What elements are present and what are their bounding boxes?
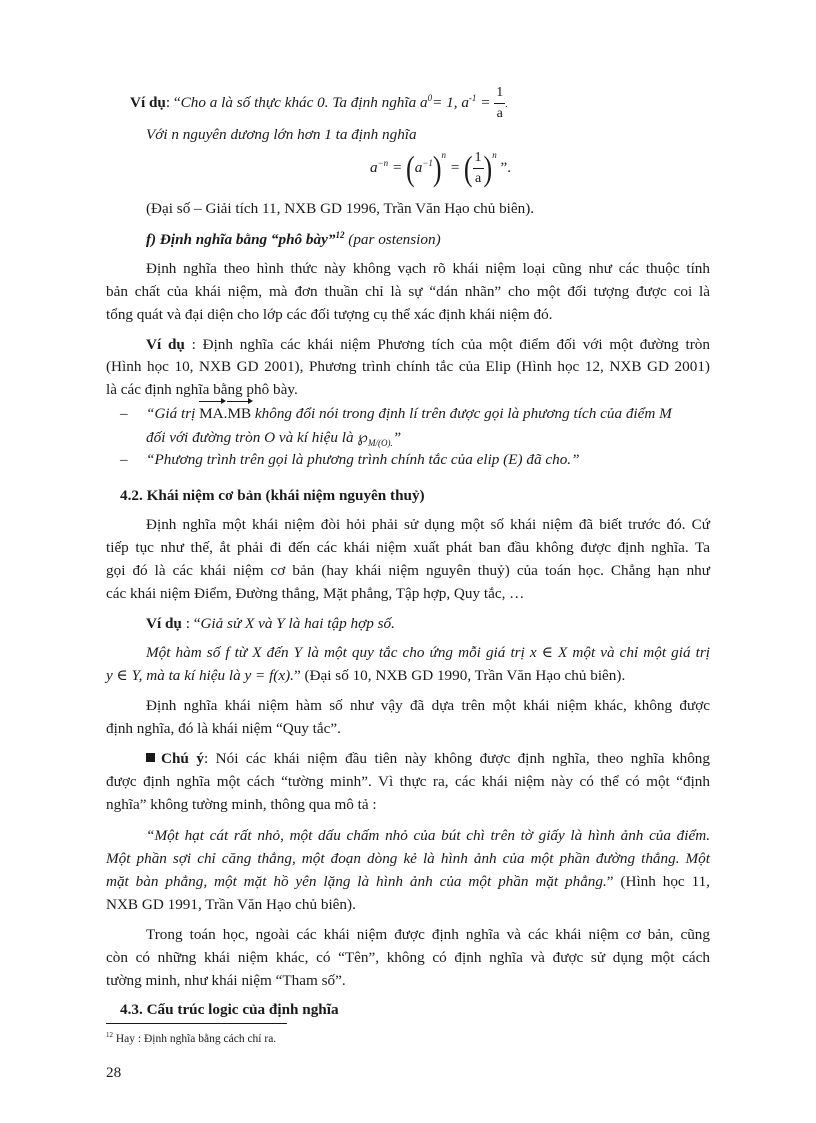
heading-4-2: 4.2. Khái niệm cơ bản (khái niệm nguyên thuỷ): [120, 487, 425, 504]
bullet-1-line: “Giá trị MA.MB không đổi nói trong định lí trên được gọi là phương tích của điểm M: [146, 405, 672, 422]
paragraph-line: Định nghĩa theo hình thức này không vạch rõ khái niệm loại cũng như các thuộc tính: [146, 260, 710, 277]
quote-line: NXB GD 1991, Trần Văn Hạo chủ biên).: [106, 896, 356, 913]
example-3-line: Ví dụ : “Giả sử X và Y là hai tập hợp số.: [146, 615, 395, 632]
source-citation: (Đại số – Giải tích 11, NXB GD 1996, Trần Văn Hạo chủ biên).: [146, 200, 535, 217]
function-definition-line-2: y ∈ Y, mà ta kí hiệu là y = f(x).” (Đại số 10, NXB GD 1990, Trần Văn Hạo chủ biên).: [106, 667, 626, 684]
paragraph-line: các khái niệm Điểm, Đường thẳng, Mặt phẳng, Tập hợp, Quy tắc, …: [106, 585, 525, 602]
section-f-heading: f) Định nghĩa bằng “phô bày”$^{12}$ (par ostension): [146, 230, 441, 249]
paragraph-line: tường minh, như khái niệm “Tham số”.: [106, 972, 346, 989]
paragraph-line: Định nghĩa một khái niệm đòi hỏi phải sử dụng một số khái niệm đã biết trước đó. Cứ: [146, 516, 710, 533]
vector-ma: MA: [199, 405, 224, 422]
quote-line: Một phần sợi chỉ căng thẳng, một đoạn dòng kẻ là hình ảnh của một phần đường thẳng. Một: [106, 850, 710, 867]
page-number: 28: [106, 1064, 122, 1081]
formula: $a^{-n} = (a^{-1})^n$ = ( $\frac{1}{a}$ )$^n$ ”.: [370, 148, 512, 188]
paragraph-line: được định nghĩa một cách “tường minh”. Vì thực ra, các khái niệm này có thể có một “định: [106, 773, 710, 790]
paragraph-line: bản chất của khái niệm, mà đơn thuần chỉ là sự “dán nhãn” cho một đối tượng được coi là: [106, 283, 710, 300]
paragraph-line: (Hình học 10, NXB GD 2001), Phương trình chính tắc của Elip (Hình học 12, NXB GD 2001): [106, 358, 710, 375]
bullet-2-line: “Phương trình trên gọi là phương trình chính tắc của elip (E) đã cho.”: [146, 451, 580, 468]
footnote: $^{12}$ Hay : Định nghĩa bằng cách chỉ ra.: [106, 1031, 277, 1045]
footnote-ref: 12: [335, 230, 345, 240]
quote-line: “Một hạt cát rất nhỏ, một dấu chấm nhỏ của bút chì trên tờ giấy là hình ảnh của điểm.: [146, 827, 710, 844]
paragraph-line: gọi đó là các khái niệm cơ bản (hay khái niệm nguyên thuỷ) của toán học. Chẳng hạn như: [106, 562, 710, 579]
paragraph-line: Định nghĩa khái niệm hàm số như vậy đã dựa trên một khái niệm khác, không được: [146, 697, 710, 714]
bullet-dash: –: [120, 451, 128, 468]
paragraph-line: Trong toán học, ngoài các khái niệm được định nghĩa và các khái niệm cơ bản, cũng: [146, 926, 710, 943]
quote-line: mặt bàn phẳng, một mặt hồ yên lặng là hình ảnh của một phần mặt phẳng.” (Hình học 11,: [106, 873, 710, 890]
paragraph-line: định nghĩa, đó là khái niệm “Quy tắc”.: [106, 720, 341, 737]
paragraph-line: tổng quát và đại diện cho lớp các đối tượng cụ thể xác định khái niệm đó.: [106, 306, 553, 323]
square-bullet-icon: [146, 753, 155, 762]
paragraph-line: nghĩa” không tường minh, thông qua mô tả :: [106, 796, 377, 813]
paragraph-line: còn có những khái niệm khác, có “Tên”, không có định nghĩa và được sử dụng một cách: [106, 949, 710, 966]
bullet-1-line-2: đối với đường tròn O và kí hiệu là $℘_{M/(O).}$”: [146, 429, 402, 449]
example-2-line: Ví dụ : Định nghĩa các khái niệm Phương tích của một điểm đối với một đường tròn: [146, 336, 710, 353]
function-definition-line: Một hàm số f từ X đến Y là một quy tắc cho ứng mỗi giá trị x ∈ X một và chỉ một giá trị: [146, 644, 710, 661]
bullet-dash: –: [120, 405, 128, 422]
paragraph-line: là các định nghĩa bằng phô bày.: [106, 381, 298, 398]
fraction: $\frac{1}{a}$: [496, 85, 504, 121]
footnote-divider: [106, 1023, 287, 1024]
note-line: Chú ý: Nói các khái niệm đầu tiên này không được định nghĩa, theo nghĩa không: [146, 750, 710, 768]
heading-4-3: 4.3. Cấu trúc logic của định nghĩa: [120, 1001, 339, 1018]
vector-mb: MB: [227, 405, 252, 422]
paragraph-line: tiếp tục như thế, ắt phải đi đến các khái niệm xuất phát ban đầu không được định nghĩa. Ta: [106, 539, 710, 556]
definition-intro: Với n nguyên dương lớn hơn 1 ta định nghĩa: [146, 126, 417, 143]
example-1-line: Ví dụ: “Cho a là số thực khác 0. Ta định nghĩa $a^0= 1$, $a^{-1}$ = $\frac{1}{a}$ .: [130, 85, 508, 121]
example-label: Ví dụ: [130, 93, 166, 111]
